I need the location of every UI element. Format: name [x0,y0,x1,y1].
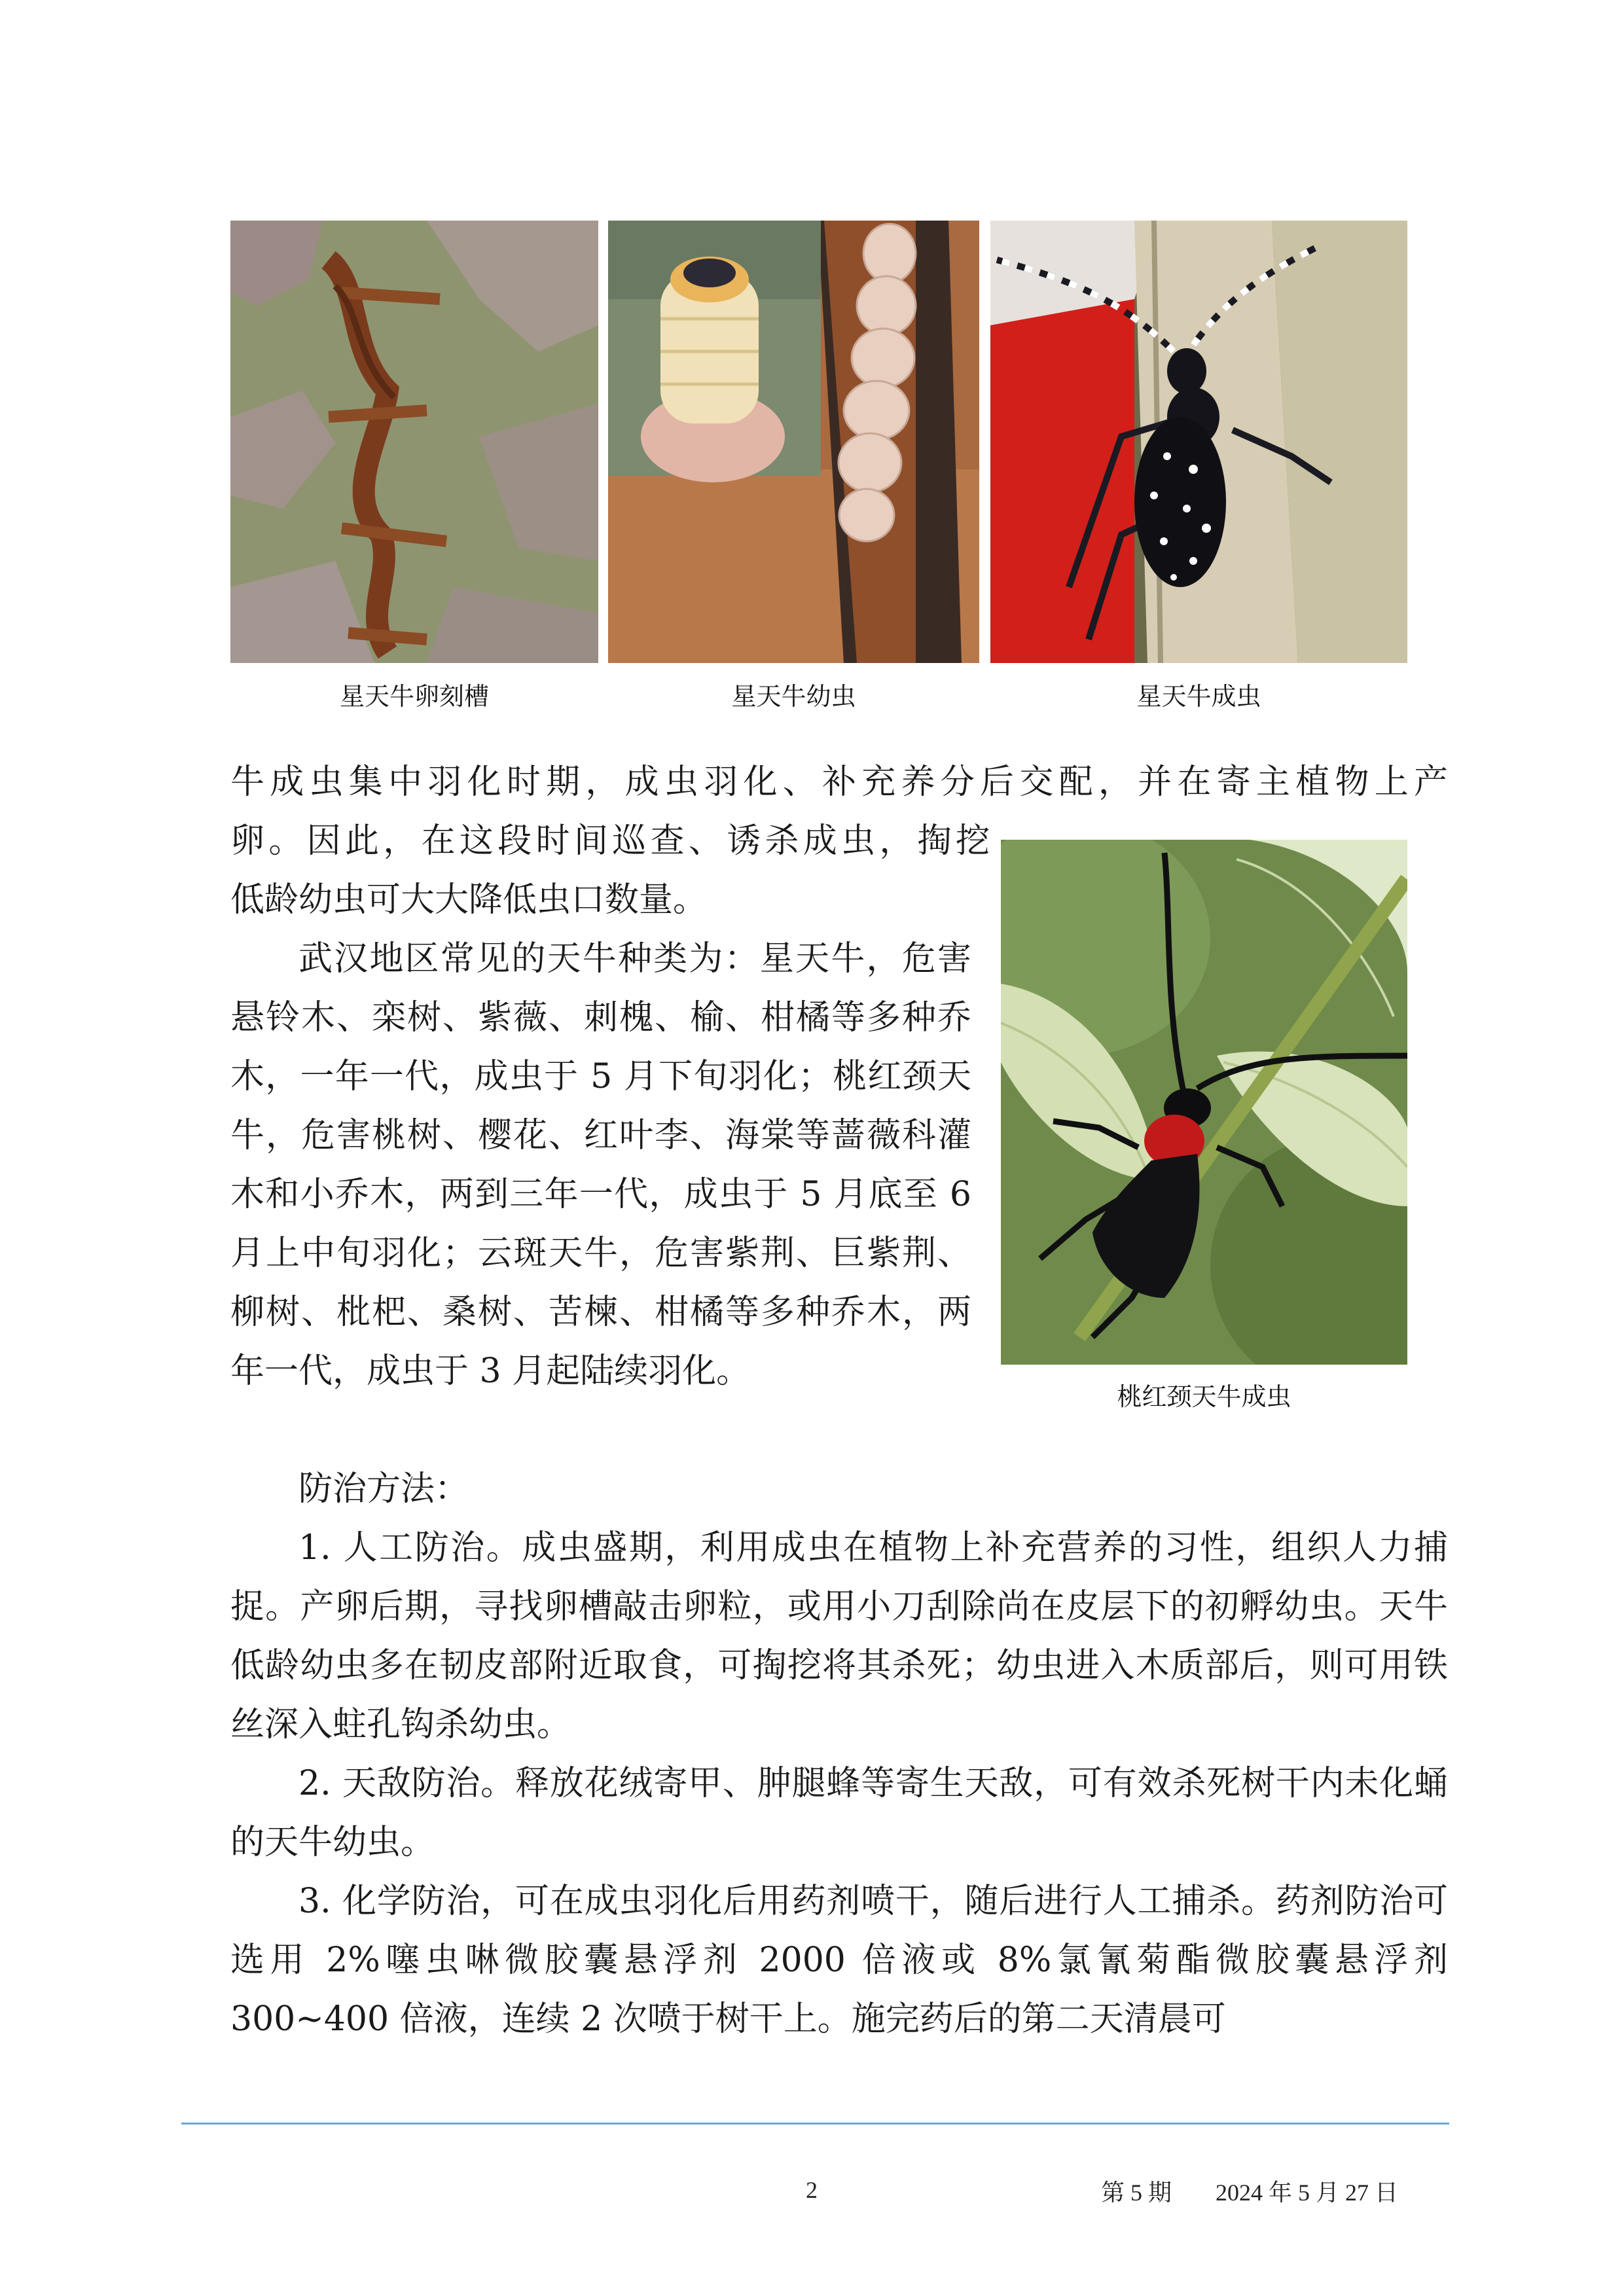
body-line-2: 卵。因此，在这段时间巡查、诱杀成虫，掏挖 [230,821,990,861]
methods-section [230,1460,1448,2049]
photo-larva [608,221,979,663]
caption-adult: 星天牛成虫 [1136,682,1261,711]
methods-heading: 防治方法： [298,1469,469,1509]
caption-peach-adult: 桃红颈天牛成虫 [1117,1382,1291,1411]
caption-egg-slot: 星天牛卵刻槽 [339,682,489,711]
method-natural-enemy: 2. 天敌防治。释放花绒寄甲、肿腿蜂等寄生天敌，可有效杀死树干内未化蛹的天牛幼虫。 [230,1764,1448,1862]
body-line-1: 牛成虫集中羽化时期，成虫羽化、补充养分后交配，并在寄主植物上产 [230,762,1448,802]
issue-date: 2024 年 5 月 27 日 [1216,2179,1399,2206]
photo-adult [990,221,1407,663]
species-paragraph: 武汉地区常见的天牛种类为：星天牛，危害悬铃木、栾树、紫薇、刺槐、榆、柑橘等多种乔木，一年一代，成虫于 5 月下旬羽化；桃红颈天牛，危害桃树、樱花、红叶李、海棠等蔷薇科灌木和小乔木，两到三年一代，成虫于 5 月底至 6 月上中旬羽化；云斑天牛，危害紫荆、巨紫荆、柳树、枇杷、桑树、苦楝、柑橘等多种乔木，两年一代，成虫于 3 月起陆续羽化。 [230,939,971,1391]
method-chemical: 3. 化学防治，可在成虫羽化后用药剂喷干，随后进行人工捕杀。药剂防治可选用 2%噻虫啉微胶囊悬浮剂 2000 倍液或 8%氯氰菊酯微胶囊悬浮剂 300~400 倍液，连续 2 次喷于树干上。施完药后的第二天清晨可 [230,1882,1448,2039]
method-manual: 1. 人工防治。成虫盛期，利用成虫在植物上补充营养的习性，组织人力捕捉。产卵后期，寻找卵槽敲击卵粒，或用小刀刮除尚在皮层下的初孵幼虫。天牛低龄幼虫多在韧皮部附近取食，可掏挖将其杀死；幼虫进入木质部后，则可用铁丝深入蛀孔钩杀幼虫。 [230,1528,1448,1744]
caption-larva: 星天牛幼虫 [731,682,856,711]
issue-number: 第 5 期 [1101,2179,1172,2206]
footer-rule [181,2123,1449,2125]
body-line-3: 低龄幼虫可大大降低虫口数量。 [230,880,708,920]
photo-peach-adult [1001,840,1407,1365]
page-number: 2 [806,2177,818,2203]
photo-egg-slot [230,221,598,663]
